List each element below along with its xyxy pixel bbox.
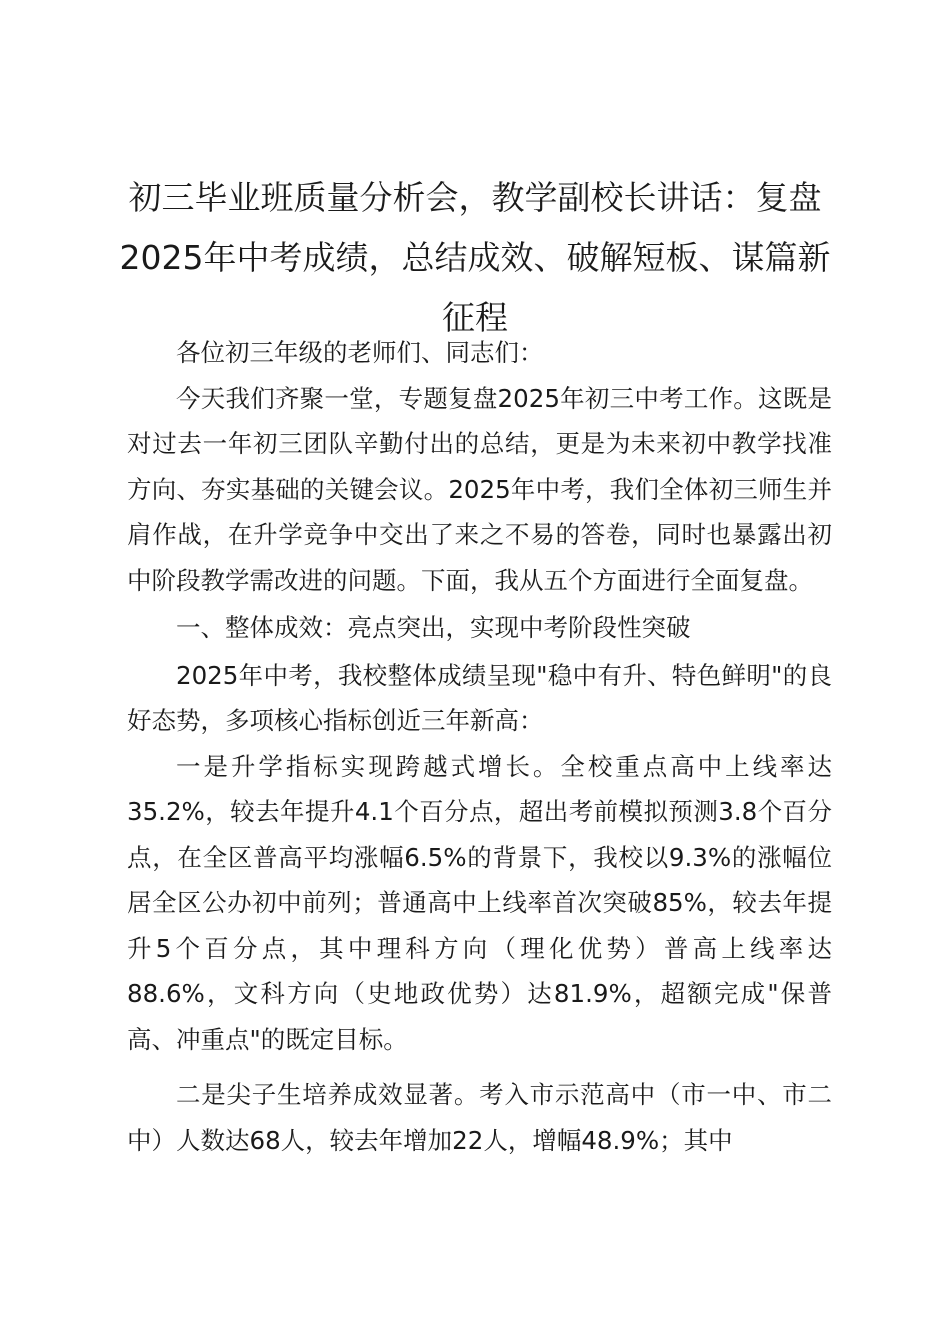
point-one-paragraph: 一是升学指标实现跨越式增长。全校重点高中上线率达35.2%，较去年提升4.1个百分点，超出考前模拟预测3.8个百分点，在全区普高平均涨幅6.5%的背景下，我校以9.3%的涨幅位居全区公办初中前列；普通高中上线率首次突破85%，较去年提升5个百分点，其中理科方向（理化优势）普高上线率达88.6%，文科方向（史地政优势）达81.9%，超额完成"保普高、冲重点"的既定目标。 [127,751,832,1054]
document-body [127,330,832,1163]
overview-paragraph: 2025年中考，我校整体成绩呈现"稳中有升、特色鲜明"的良好态势，多项核心指标创近三年新高： [127,660,832,735]
intro-paragraph: 今天我们齐聚一堂，专题复盘2025年初三中考工作。这既是对过去一年初三团队辛勤付出的总结，更是为未来初中教学找准方向、夯实基础的关键会议。2025年中考，我们全体初三师生并肩作战，在升学竞争中交出了来之不易的答卷，同时也暴露出初中阶段教学需改进的问题。下面，我从五个方面进行全面复盘。 [127,383,832,595]
point-two-paragraph: 二是尖子生培养成效显著。考入市示范高中（市一中、市二中）人数达68人，较去年增加22人，增幅48.9%；其中 [127,1080,832,1155]
salutation-paragraph: 各位初三年级的老师们、同志们： [176,338,544,367]
section-heading-1: 一、整体成效：亮点突出，实现中考阶段性突破 [176,613,691,642]
document-title: 初三毕业班质量分析会，教学副校长讲话：复盘2025年中考成绩，总结成效、破解短板、谋篇新征程 [119,178,831,337]
